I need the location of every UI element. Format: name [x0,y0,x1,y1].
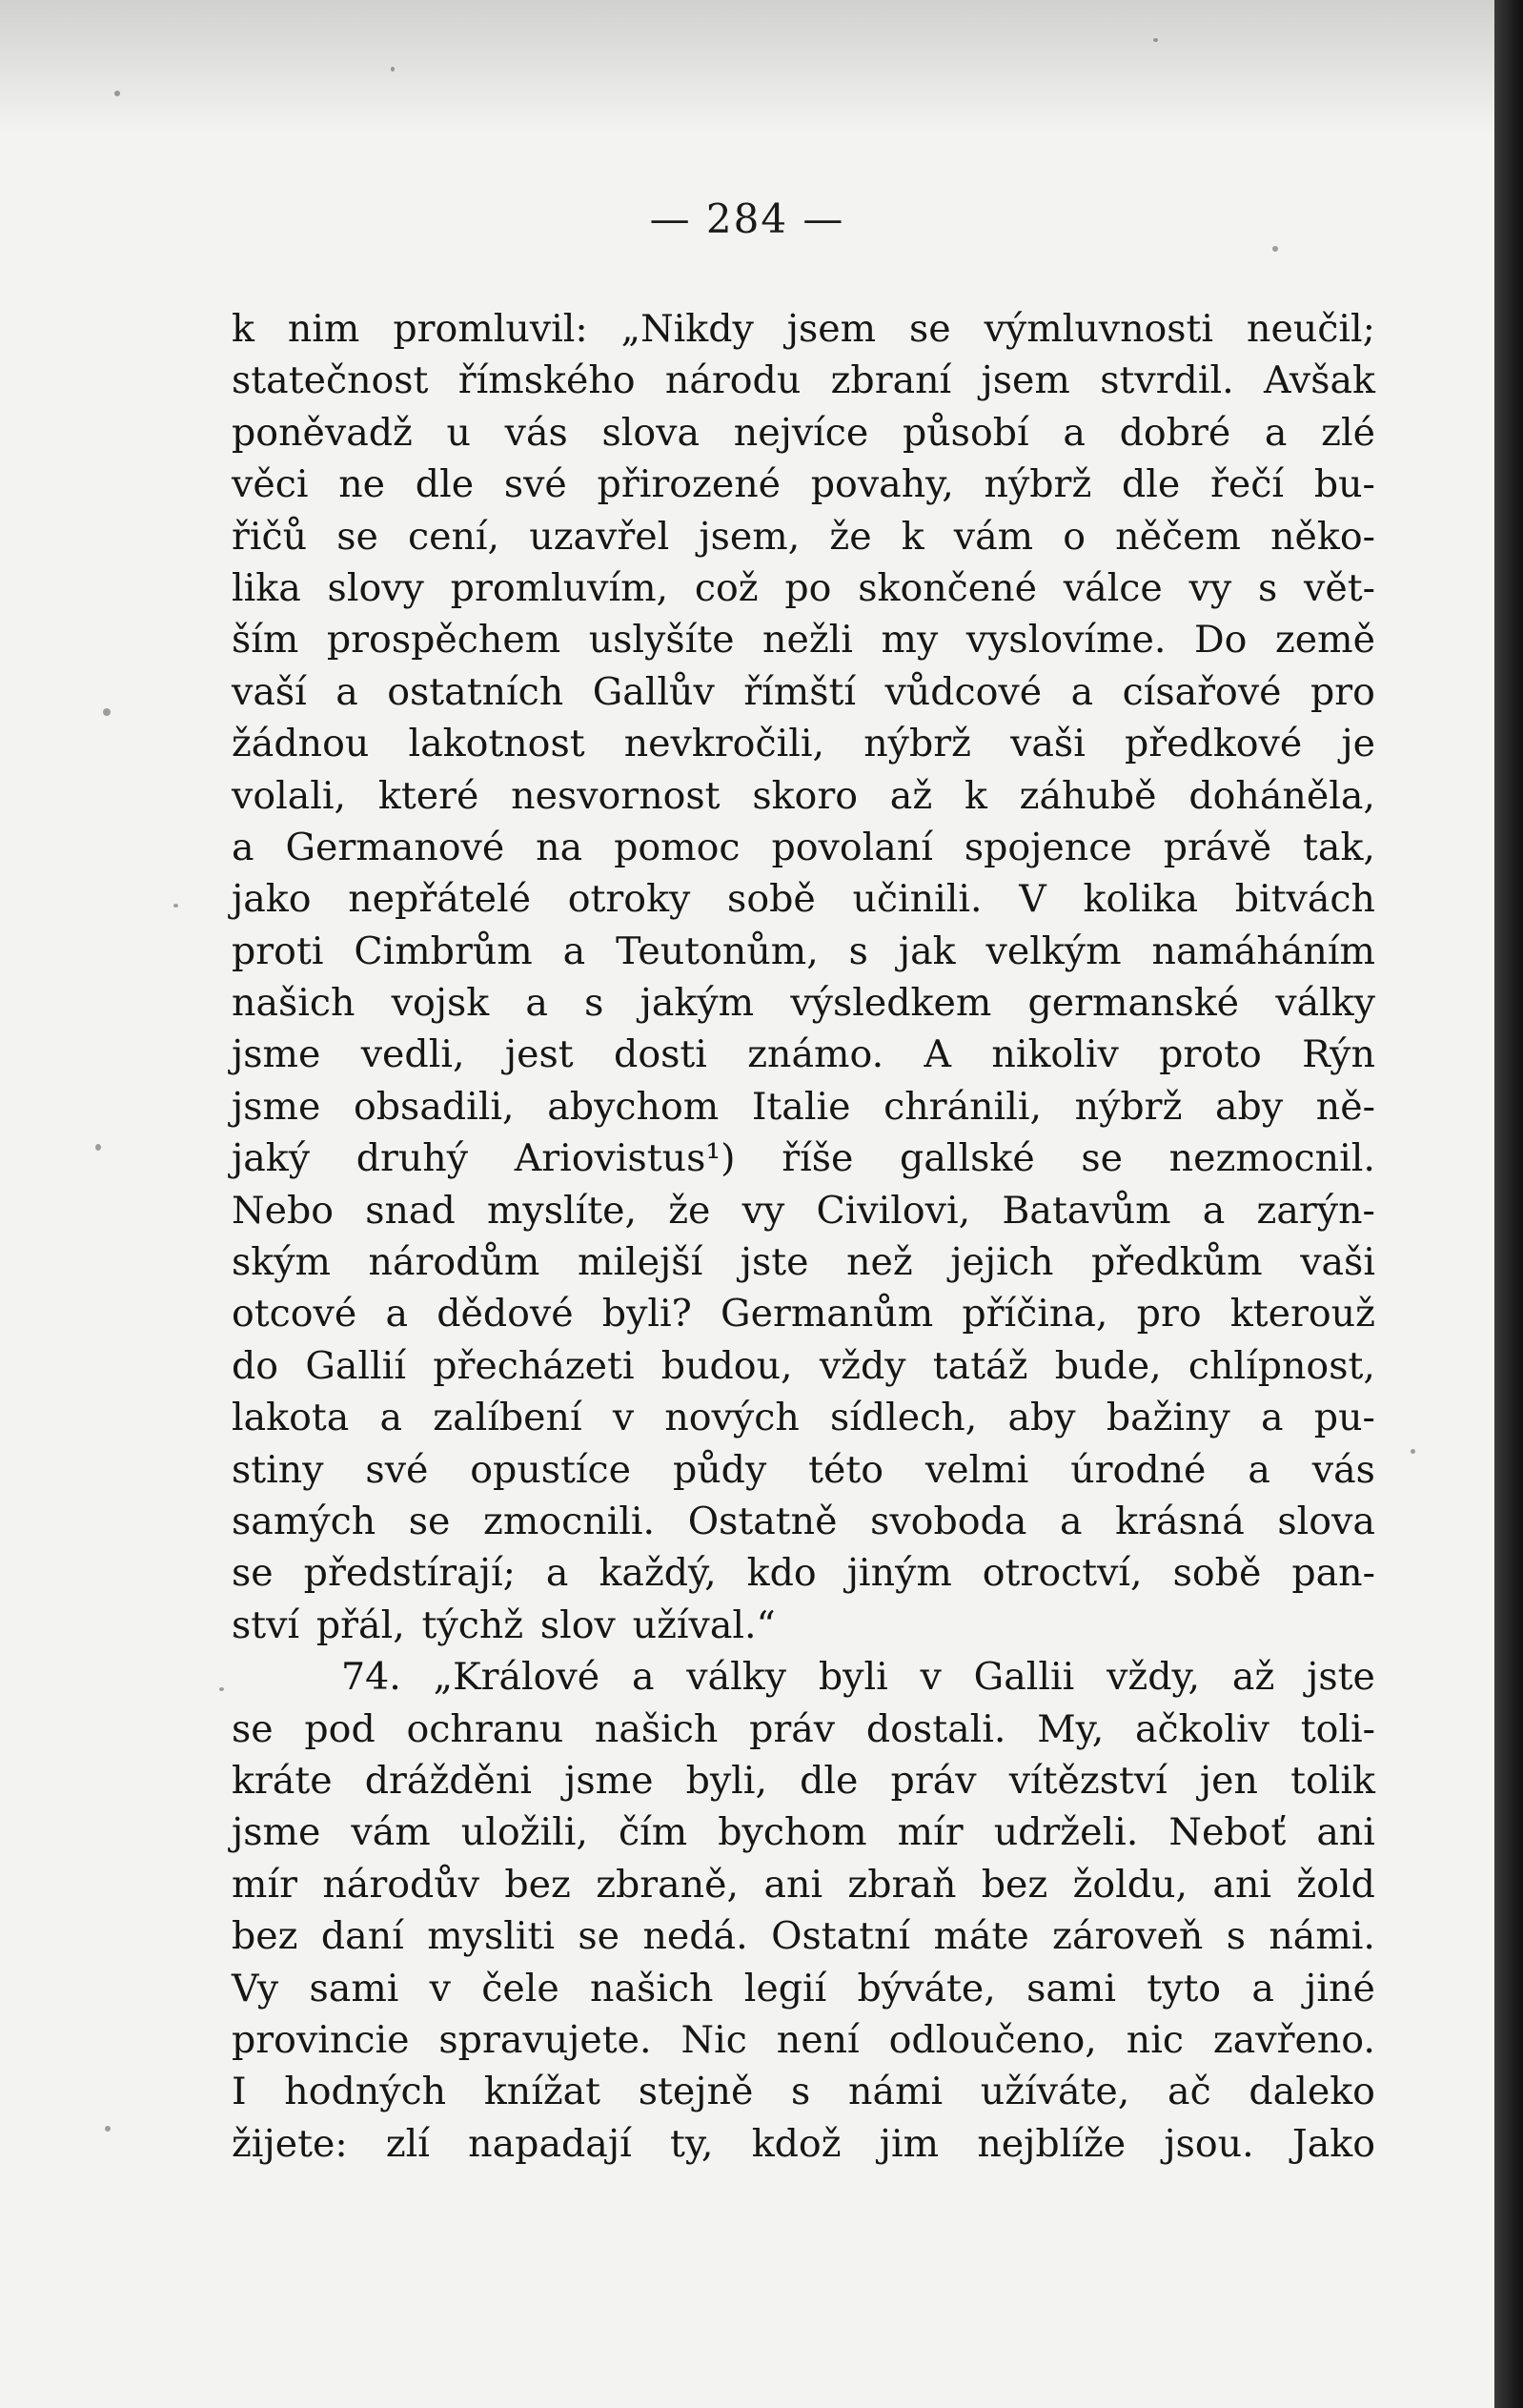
page-number: — 284 — [649,195,845,242]
text-line: jsme vám uložili, čím bychom mír udrželi. Neboť ani [232,1810,1375,1855]
scan-edge [1494,0,1523,2408]
scan-speck [103,708,111,716]
text-line: ším prospěchem uslyšíte nežli my vyslovíme. Do země [232,618,1375,663]
scan-speck [1411,1449,1415,1454]
text-line: jako nepřátelé otroky sobě učinili. V kolika bitvách [232,877,1375,922]
text-line: a Germanové na pomoc povolaní spojence právě tak, [232,825,1375,869]
text-line: k nim promluvil: „Nikdy jsem se výmluvnosti neučil; [232,307,1375,351]
text-line: do Gallií přecházeti budou, vždy tatáž bude, chlípnost, [232,1343,1375,1388]
text-line: I hodných knížat stejně s námi užíváte, ač daleko [232,2070,1375,2114]
text-line: otcové a dědové byli? Germanům příčina, pro kterouž [232,1292,1375,1337]
text-line: Nebo snad myslíte, že vy Civilovi, Batavům a zarýn- [232,1188,1375,1233]
text-line: samých se zmocnili. Ostatně svoboda a krásná slova [232,1499,1375,1543]
text-line: bez daní mysliti se nedá. Ostatní máte zároveň s námi. [232,1914,1375,1959]
text-line: se pod ochranu našich práv dostali. My, ačkoliv toli- [232,1706,1375,1751]
text-line: jsme vedli, jest dosti známo. A nikoliv proto Rýn [232,1032,1375,1077]
text-line: proti Cimbrům a Teutonům, s jak velkým namáháním [232,929,1375,973]
text-line: jsme obsadili, abychom Italie chránili, nýbrž aby ně- [232,1084,1375,1129]
text-line: žádnou lakotnost nevkročili, nýbrž vaši předkové je [232,722,1375,766]
scan-speck [95,1144,101,1151]
text-line: vaší a ostatních Gallův římští vůdcové a císařové pro [232,669,1375,714]
text-line: poněvadž u vás slova nejvíce působí a dobré a zlé [232,410,1375,455]
scan-speck [1272,246,1278,252]
text-line: provincie spravujete. Nic není odloučeno, nic zavřeno. [232,2017,1375,2062]
scan-speck [114,91,120,96]
scan-speck [219,1687,224,1691]
text-line: jaký druhý Ariovistus¹) říše gallské se nezmocnil. [232,1136,1375,1181]
text-line: lika slovy promluvím, což po skončené válce vy s vět- [232,565,1375,610]
text-line: žijete: zlí napadají ty, kdož jim nejblíže jsou. Jako [232,2121,1375,2166]
text-line: statečnost římského národu zbraní jsem stvrdil. Avšak [232,358,1375,403]
text-line: kráte drážděni jsme byli, dle práv vítězství jen tolik [232,1758,1375,1803]
text-line: ství přál, týchž slov užíval.“ [232,1602,776,1647]
scan-speck [173,904,178,908]
text-line: ským národům milejší jste než jejich předkům vaši [232,1240,1375,1285]
text-line: se předstírají; a každý, kdo jiným otroctví, sobě pan- [232,1551,1375,1596]
text-line: volali, které nesvornost skoro až k záhubě doháněla, [232,773,1375,818]
body-text [232,303,1375,2170]
text-line: Vy sami v čele našich legií býváte, sami tyto a jiné [232,1966,1375,2010]
text-line: mír národův bez zbraně, ani zbraň bez žoldu, ani žold [232,1862,1375,1907]
scan-smudge [0,0,1494,133]
text-line: stiny své opustíce půdy této velmi úrodné a vás [232,1447,1375,1492]
text-line: věci ne dle své přirozené povahy, nýbrž dle řečí bu- [232,462,1375,507]
text-line: lakota a zalíbení v nových sídlech, aby bažiny a pu- [232,1396,1375,1440]
scan-speck [391,67,395,71]
text-line: našich vojsk a s jakým výsledkem germanské války [232,981,1375,1026]
text-line: 74. „Králové a války byli v Gallii vždy, až jste [341,1655,1375,1700]
text-line: řičů se cení, uzavřel jsem, že k vám o něčem něko- [232,514,1375,559]
scan-speck [1153,38,1158,42]
scan-speck [105,2126,111,2132]
